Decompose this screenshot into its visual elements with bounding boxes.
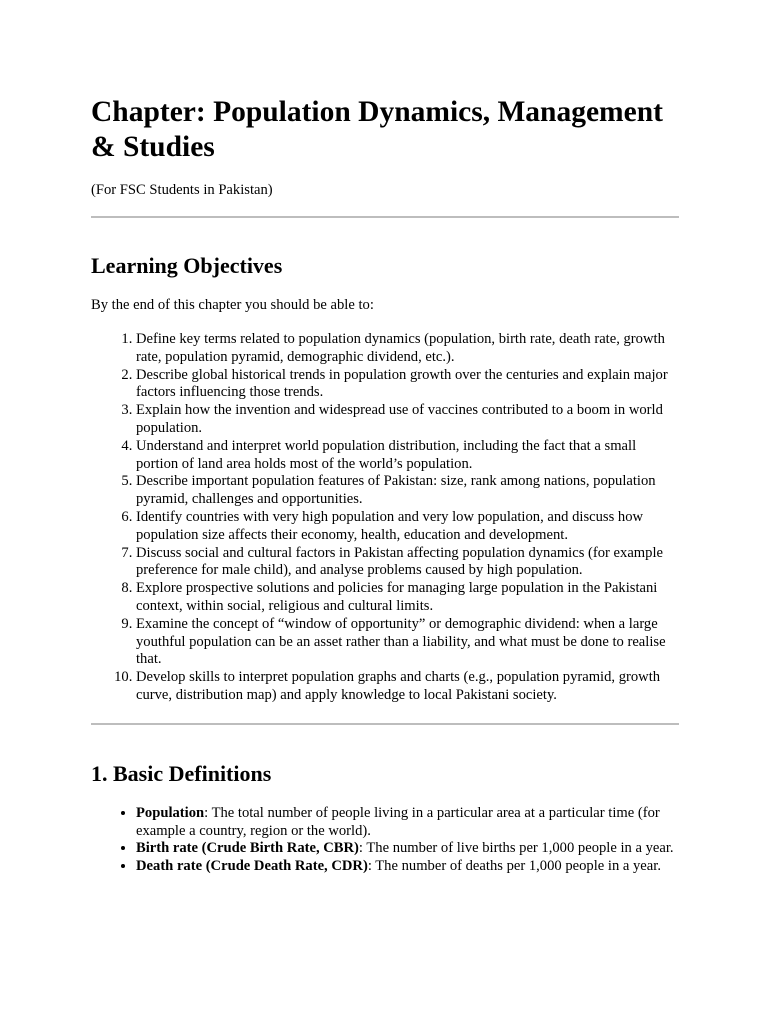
chapter-subtitle: (For FSC Students in Pakistan) [91, 182, 273, 198]
section-divider [91, 723, 679, 725]
objective-item: 7. Discuss social and cultural factors in Pakistan affecting population dynamics (for example preference for male child), and analyse problems caused by high population. [136, 545, 679, 581]
definition-text: : The number of live births per 1,000 people in a year. [358, 840, 674, 857]
objective-item: 10. Develop skills to interpret population graphs and charts (e.g., population pyramid, growth curve, distribution map) and apply knowledge to local Pakistani society. [136, 669, 679, 705]
definition-item [136, 805, 679, 841]
objective-item: 4. Understand and interpret world population distribution, including the fact that a small portion of land area holds most of the world’s population. [136, 438, 679, 474]
definition-item [136, 840, 679, 858]
definition-text: : The number of deaths per 1,000 people in a year. [367, 858, 661, 875]
objective-item: 8. Explore prospective solutions and policies for managing large population in the Pakistani context, within social, religious and cultural limits. [136, 580, 679, 616]
objective-item: 5. Describe important population features of Pakistan: size, rank among nations, population pyramid, challenges and opportunities. [136, 473, 679, 509]
definition-text: : The total number of people living in a particular area at a particular time (for example a country, region or the world). [136, 804, 660, 839]
objective-item: 3. Explain how the invention and widespread use of vaccines contributed to a boom in world population. [136, 402, 679, 438]
objective-item: 6. Identify countries with very high population and very low population, and discuss how population size affects their economy, health, education and development. [136, 509, 679, 545]
definitions-list [91, 805, 679, 876]
chapter-title: Chapter: Population Dynamics, Management & Studies [91, 96, 663, 163]
document-page [91, 0, 679, 876]
objective-item: 2. Describe global historical trends in population growth over the centuries and explain major factors influencing those trends. [136, 367, 679, 403]
objective-item: 9. Examine the concept of “window of opportunity” or demographic dividend: when a large youthful population can be an asset rather than a liability, and what must be done to realise that. [136, 616, 679, 669]
learning-objectives-heading: Learning Objectives [91, 253, 283, 278]
definition-item [136, 858, 679, 876]
definition-term: Population [136, 804, 205, 821]
objective-item: 1. Define key terms related to population dynamics (population, birth rate, death rate, growth rate, population pyramid, demographic dividend, etc.). [136, 331, 679, 367]
definition-term: Death rate (Crude Death Rate, CDR) [136, 858, 368, 875]
objectives-list [91, 331, 679, 705]
objectives-intro: By the end of this chapter you should be able to: [91, 297, 374, 313]
basic-definitions-heading: 1. Basic Definitions [91, 760, 272, 786]
section-divider [91, 216, 679, 218]
definition-term: Birth rate (Crude Birth Rate, CBR) [136, 840, 359, 857]
